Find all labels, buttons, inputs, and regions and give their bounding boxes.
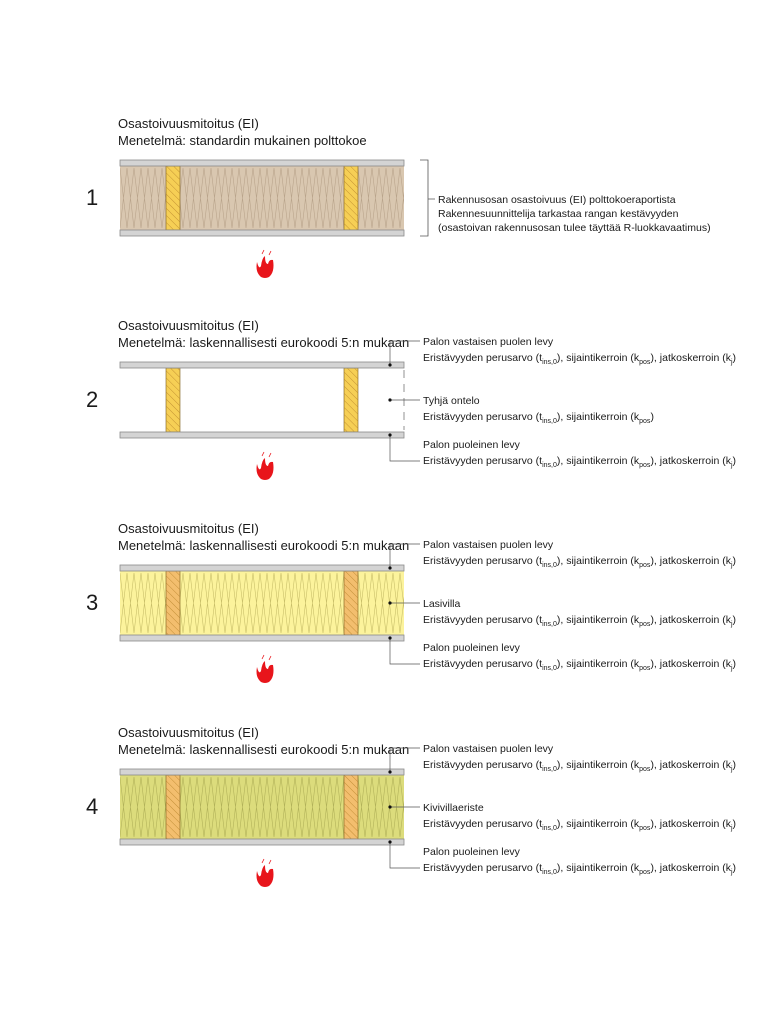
leader-dot bbox=[388, 805, 391, 808]
annotation-formula bbox=[423, 658, 736, 672]
formula-text: ) bbox=[650, 411, 654, 423]
section-4 bbox=[86, 725, 736, 887]
formula-text: ), jatkoskerroin (k bbox=[650, 352, 731, 364]
board-unexposed bbox=[120, 362, 404, 368]
formula-text: ), jatkoskerroin (k bbox=[650, 614, 731, 626]
stud-hatch bbox=[344, 166, 358, 230]
annotation-formula bbox=[423, 818, 736, 832]
insulation-layer bbox=[120, 368, 404, 432]
formula-text: ) bbox=[732, 555, 737, 567]
formula-text: ), jatkoskerroin (k bbox=[650, 862, 731, 874]
formula-subscript: pos bbox=[639, 825, 651, 832]
annotation-label: Kivivillaeriste bbox=[423, 802, 484, 814]
board-exposed bbox=[120, 839, 404, 845]
annotation-label: Palon puoleinen levy bbox=[423, 846, 520, 858]
formula-text: ), jatkoskerroin (k bbox=[650, 658, 731, 670]
formula-subscript: j bbox=[730, 766, 733, 773]
formula-subscript: ins,0 bbox=[542, 418, 557, 425]
formula-text: ) bbox=[732, 658, 737, 670]
formula-subscript: j bbox=[730, 621, 733, 628]
section-title: Osastoivuusmitoitus (EI) bbox=[118, 521, 259, 536]
leader-line bbox=[390, 638, 420, 664]
section-number: 4 bbox=[86, 794, 99, 819]
fire-icon bbox=[257, 452, 274, 480]
section-number: 2 bbox=[86, 387, 99, 412]
section-method: Menetelmä: laskennallisesti eurokoodi 5:n mukaan bbox=[118, 538, 410, 553]
formula-subscript: ins,0 bbox=[542, 562, 557, 569]
formula-text: Eristävyyden perusarvo (t bbox=[423, 614, 543, 626]
board-exposed bbox=[120, 230, 404, 236]
leader-dot bbox=[388, 398, 391, 401]
formula-subscript: j bbox=[730, 869, 733, 876]
formula-text: ), sijaintikerroin (k bbox=[556, 614, 640, 626]
stud-hatch bbox=[166, 775, 180, 839]
section-number: 1 bbox=[86, 185, 99, 210]
stud-hatch bbox=[344, 571, 358, 635]
formula-subscript: ins,0 bbox=[542, 665, 557, 672]
leader-dot bbox=[388, 601, 391, 604]
annotation-label: Palon vastaisen puolen levy bbox=[423, 336, 554, 348]
formula-subscript: pos bbox=[639, 869, 651, 876]
formula-subscript: j bbox=[730, 462, 733, 469]
board-unexposed bbox=[120, 769, 404, 775]
leader-dot bbox=[388, 770, 391, 773]
formula-subscript: pos bbox=[639, 621, 651, 628]
formula-text: Eristävyyden perusarvo (t bbox=[423, 352, 543, 364]
stud-hatch bbox=[166, 571, 180, 635]
section-title: Osastoivuusmitoitus (EI) bbox=[118, 116, 259, 131]
wall-section bbox=[120, 565, 414, 641]
formula-text: ), jatkoskerroin (k bbox=[650, 759, 731, 771]
formula-text: ), sijaintikerroin (k bbox=[556, 352, 640, 364]
formula-text: ), sijaintikerroin (k bbox=[556, 555, 640, 567]
formula-subscript: j bbox=[730, 825, 733, 832]
wall-section bbox=[120, 362, 404, 438]
note-line: Rakennusosan osastoivuus (EI) polttokoeraportista bbox=[438, 194, 676, 206]
formula-text: ), sijaintikerroin (k bbox=[556, 658, 640, 670]
annotation-formula bbox=[423, 352, 736, 366]
leader-line bbox=[390, 842, 420, 868]
formula-text: Eristävyyden perusarvo (t bbox=[423, 818, 543, 830]
annotation-label: Palon vastaisen puolen levy bbox=[423, 743, 554, 755]
section-title: Osastoivuusmitoitus (EI) bbox=[118, 725, 259, 740]
leader-dot bbox=[388, 636, 391, 639]
formula-subscript: pos bbox=[639, 359, 651, 366]
fire-icon bbox=[257, 250, 274, 278]
formula-subscript: pos bbox=[639, 462, 651, 469]
leader-line bbox=[390, 435, 420, 461]
formula-text: Eristävyyden perusarvo (t bbox=[423, 759, 543, 771]
bracket bbox=[420, 160, 435, 236]
formula-subscript: ins,0 bbox=[542, 621, 557, 628]
board-exposed bbox=[120, 432, 404, 438]
formula-text: Eristävyyden perusarvo (t bbox=[423, 555, 543, 567]
fire-icon bbox=[257, 859, 274, 887]
wall-section bbox=[120, 769, 414, 845]
fire-icon bbox=[257, 655, 274, 683]
annotation-formula bbox=[423, 411, 654, 425]
formula-subscript: j bbox=[730, 665, 733, 672]
formula-text: ) bbox=[732, 455, 737, 467]
note-line: (osastoivan rakennusosan tulee täyttää R-luokkavaatimus) bbox=[438, 222, 711, 234]
formula-subscript: j bbox=[730, 562, 733, 569]
annotation-formula bbox=[423, 862, 736, 876]
formula-text: ) bbox=[732, 818, 737, 830]
formula-text: ), sijaintikerroin (k bbox=[556, 411, 640, 423]
formula-text: ), jatkoskerroin (k bbox=[650, 455, 731, 467]
stud-hatch bbox=[166, 368, 180, 432]
formula-text: ), jatkoskerroin (k bbox=[650, 555, 731, 567]
board-exposed bbox=[120, 635, 404, 641]
note-line: Rakennesuunnittelija tarkastaa rangan kestävyyden bbox=[438, 208, 679, 220]
annotation-formula bbox=[423, 759, 736, 773]
board-unexposed bbox=[120, 160, 404, 166]
annotation-label: Lasivilla bbox=[423, 598, 461, 610]
annotation-formula bbox=[423, 555, 736, 569]
formula-text: ), sijaintikerroin (k bbox=[556, 455, 640, 467]
section-3 bbox=[86, 521, 736, 683]
formula-text: ) bbox=[732, 759, 737, 771]
formula-subscript: pos bbox=[639, 562, 651, 569]
annotation-formula bbox=[423, 455, 736, 469]
wall-section bbox=[120, 160, 414, 236]
leader-dot bbox=[388, 840, 391, 843]
leader-dot bbox=[388, 566, 391, 569]
formula-subscript: ins,0 bbox=[542, 825, 557, 832]
formula-text: Eristävyyden perusarvo (t bbox=[423, 862, 543, 874]
formula-subscript: pos bbox=[639, 766, 651, 773]
stud-hatch bbox=[344, 368, 358, 432]
leader-dot bbox=[388, 363, 391, 366]
formula-subscript: pos bbox=[639, 418, 651, 425]
formula-text: ), jatkoskerroin (k bbox=[650, 818, 731, 830]
formula-text: ), sijaintikerroin (k bbox=[556, 759, 640, 771]
section-title: Osastoivuusmitoitus (EI) bbox=[118, 318, 259, 333]
formula-text: Eristävyyden perusarvo (t bbox=[423, 411, 543, 423]
formula-text: Eristävyyden perusarvo (t bbox=[423, 658, 543, 670]
formula-text: ), sijaintikerroin (k bbox=[556, 818, 640, 830]
formula-subscript: ins,0 bbox=[542, 869, 557, 876]
formula-subscript: ins,0 bbox=[542, 766, 557, 773]
stud-hatch bbox=[166, 166, 180, 230]
formula-text: Eristävyyden perusarvo (t bbox=[423, 455, 543, 467]
annotation-label: Tyhjä ontelo bbox=[423, 395, 480, 407]
formula-subscript: j bbox=[730, 359, 733, 366]
stud-hatch bbox=[344, 775, 358, 839]
formula-text: ) bbox=[732, 862, 737, 874]
formula-text: ), sijaintikerroin (k bbox=[556, 862, 640, 874]
annotation-label: Palon puoleinen levy bbox=[423, 642, 520, 654]
formula-subscript: pos bbox=[639, 665, 651, 672]
section-method: Menetelmä: laskennallisesti eurokoodi 5:n mukaan bbox=[118, 335, 410, 350]
formula-subscript: ins,0 bbox=[542, 359, 557, 366]
section-1 bbox=[86, 116, 711, 278]
annotation-label: Palon puoleinen levy bbox=[423, 439, 520, 451]
formula-subscript: ins,0 bbox=[542, 462, 557, 469]
formula-text: ) bbox=[732, 614, 737, 626]
section-method: Menetelmä: laskennallisesti eurokoodi 5:n mukaan bbox=[118, 742, 410, 757]
formula-text: ) bbox=[732, 352, 737, 364]
leader-dot bbox=[388, 433, 391, 436]
section-method: Menetelmä: standardin mukainen polttokoe bbox=[118, 133, 367, 148]
annotation-label: Palon vastaisen puolen levy bbox=[423, 539, 554, 551]
board-unexposed bbox=[120, 565, 404, 571]
section-number: 3 bbox=[86, 590, 99, 615]
section-2 bbox=[86, 318, 736, 480]
annotation-formula bbox=[423, 614, 736, 628]
